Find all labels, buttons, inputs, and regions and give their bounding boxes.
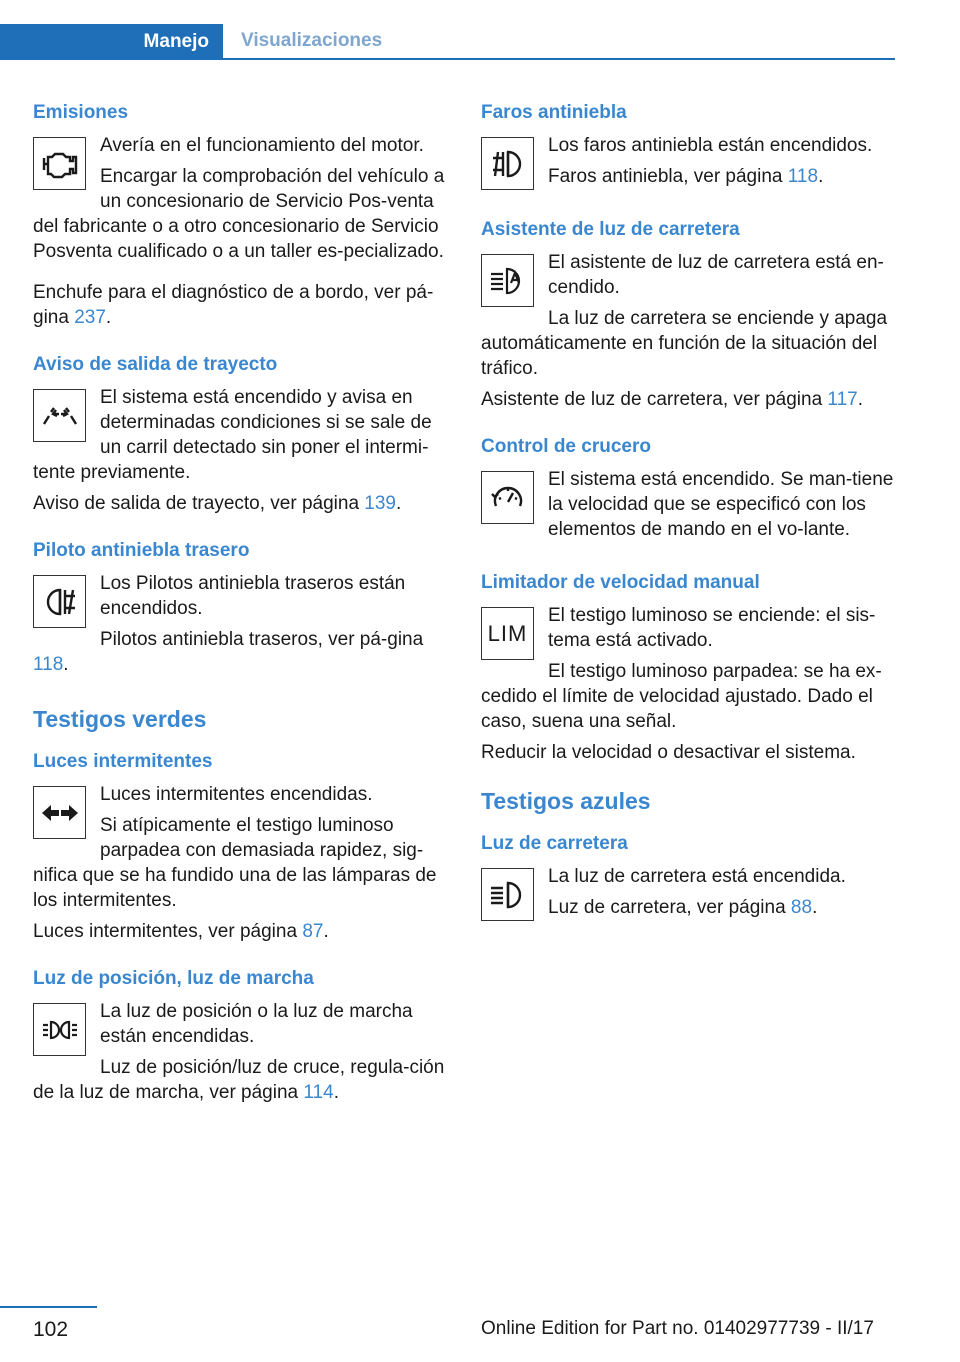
text: Asistente de luz de carretera, ver página 117.	[481, 389, 863, 410]
section-posicion	[33, 966, 448, 1111]
text: Pilotos antiniebla traseros, ver pá-gina 118.	[33, 629, 424, 675]
heading-crucero: Control de crucero	[481, 436, 651, 457]
position-light-icon	[33, 1003, 86, 1056]
page-link[interactable]: 139	[364, 493, 396, 514]
heading-carretera: Luz de carretera	[481, 833, 628, 854]
text: Luz de carretera, ver página 88.	[548, 897, 818, 918]
heading-luces: Luces intermitentes	[33, 751, 213, 772]
high-beam-icon	[481, 868, 534, 921]
section-faros	[481, 100, 896, 195]
right-column	[481, 100, 896, 948]
text: Los Pilotos antiniebla traseros están encendidos.	[100, 573, 406, 619]
section-emisiones	[33, 100, 448, 330]
footer-rule	[0, 1306, 97, 1308]
section-asistente	[481, 217, 896, 412]
text: La luz de posición o la luz de marcha están encendidas.	[100, 1001, 413, 1047]
header-tabs	[0, 0, 960, 62]
text: Luces intermitentes encendidas.	[100, 784, 373, 805]
section-piloto	[33, 538, 448, 683]
page-number: 102	[33, 1318, 69, 1341]
heading-aviso: Aviso de salida de trayecto	[33, 354, 278, 375]
text: La luz de carretera se enciende y apaga automáticamente en función de la situación del tráfico.	[481, 308, 888, 379]
text: Faros antiniebla, ver página 118.	[548, 166, 824, 187]
text: Luz de posición/luz de cruce, regula-ción de la luz de marcha, ver página 114.	[33, 1057, 445, 1103]
section-crucero	[481, 434, 896, 548]
text: El testigo luminoso se enciende: el sis-tema está activado.	[548, 605, 876, 651]
high-beam-assist-icon	[481, 254, 534, 307]
text: Luces intermitentes, ver página 87.	[33, 921, 329, 942]
page-link[interactable]: 87	[302, 921, 324, 942]
text: Los faros antiniebla están encendidos.	[548, 135, 873, 156]
text: El sistema está encendido y avisa en determinadas condiciones si se sale de un carril detectado sin poner el intermi-tente previamente.	[33, 387, 432, 483]
heading-piloto: Piloto antiniebla trasero	[33, 540, 250, 561]
engine-check-icon	[33, 137, 86, 190]
text: Encargar la comprobación del vehículo a un concesionario de Servicio Pos-venta del fabricante o a otro concesionario de Servicio Posventa cualificado o a un taller es-pecializado.	[33, 166, 445, 262]
page-link[interactable]: 237	[74, 307, 106, 328]
heading-posicion: Luz de posición, luz de marcha	[33, 968, 314, 989]
text: Enchufe para el diagnóstico de a bordo, ver pá-gina 237.	[33, 282, 434, 328]
front-fog-light-icon	[481, 137, 534, 190]
heading-asistente: Asistente de luz de carretera	[481, 219, 740, 240]
section-aviso	[33, 352, 448, 516]
turn-signal-icon	[33, 786, 86, 839]
heading-testigos-verdes: Testigos verdes	[33, 706, 207, 732]
tab-visualizaciones[interactable]: Visualizaciones	[223, 24, 895, 60]
text: Si atípicamente el testigo luminoso parpadea con demasiada rapidez, sig-nifica que se ha fundido una de las lámparas de los intermitentes.	[33, 815, 437, 911]
limiter-icon-text: LIM	[487, 621, 528, 646]
text: Reducir la velocidad o desactivar el sistema.	[481, 742, 856, 763]
text: Aviso de salida de trayecto, ver página 139.	[33, 493, 402, 514]
lane-departure-icon	[33, 389, 86, 442]
heading-testigos-azules: Testigos azules	[481, 788, 651, 814]
page-link[interactable]: 114	[303, 1082, 334, 1103]
page-link[interactable]: 118	[33, 654, 64, 675]
heading-emisiones: Emisiones	[33, 102, 129, 123]
heading-limitador: Limitador de velocidad manual	[481, 572, 760, 593]
text: El asistente de luz de carretera está en-cendido.	[548, 252, 884, 298]
page-link[interactable]: 117	[827, 389, 858, 410]
page-link[interactable]: 88	[790, 897, 813, 918]
heading-faros: Faros antiniebla	[481, 102, 627, 123]
left-column	[33, 100, 448, 1133]
text: El testigo luminoso parpadea: se ha ex-cedido el límite de velocidad ajustado. Dado el caso, suena una señal.	[481, 661, 882, 732]
page-link[interactable]: 118	[787, 166, 819, 187]
text: La luz de carretera está encendida.	[548, 866, 846, 887]
section-limitador	[481, 570, 896, 765]
text: El sistema está encendido. Se man-tiene la velocidad que se especificó con los elementos de mando en el vo-lante.	[548, 469, 894, 540]
tab-manejo[interactable]: Manejo	[0, 24, 223, 60]
section-luces	[33, 749, 448, 944]
edition-note: Online Edition for Part no. 01402977739 - II/17	[481, 1318, 874, 1339]
rear-fog-light-icon	[33, 575, 86, 628]
cruise-control-icon	[481, 471, 534, 524]
section-carretera	[481, 831, 896, 926]
speed-limiter-icon	[481, 607, 534, 660]
text: Avería en el funcionamiento del motor.	[100, 135, 424, 156]
